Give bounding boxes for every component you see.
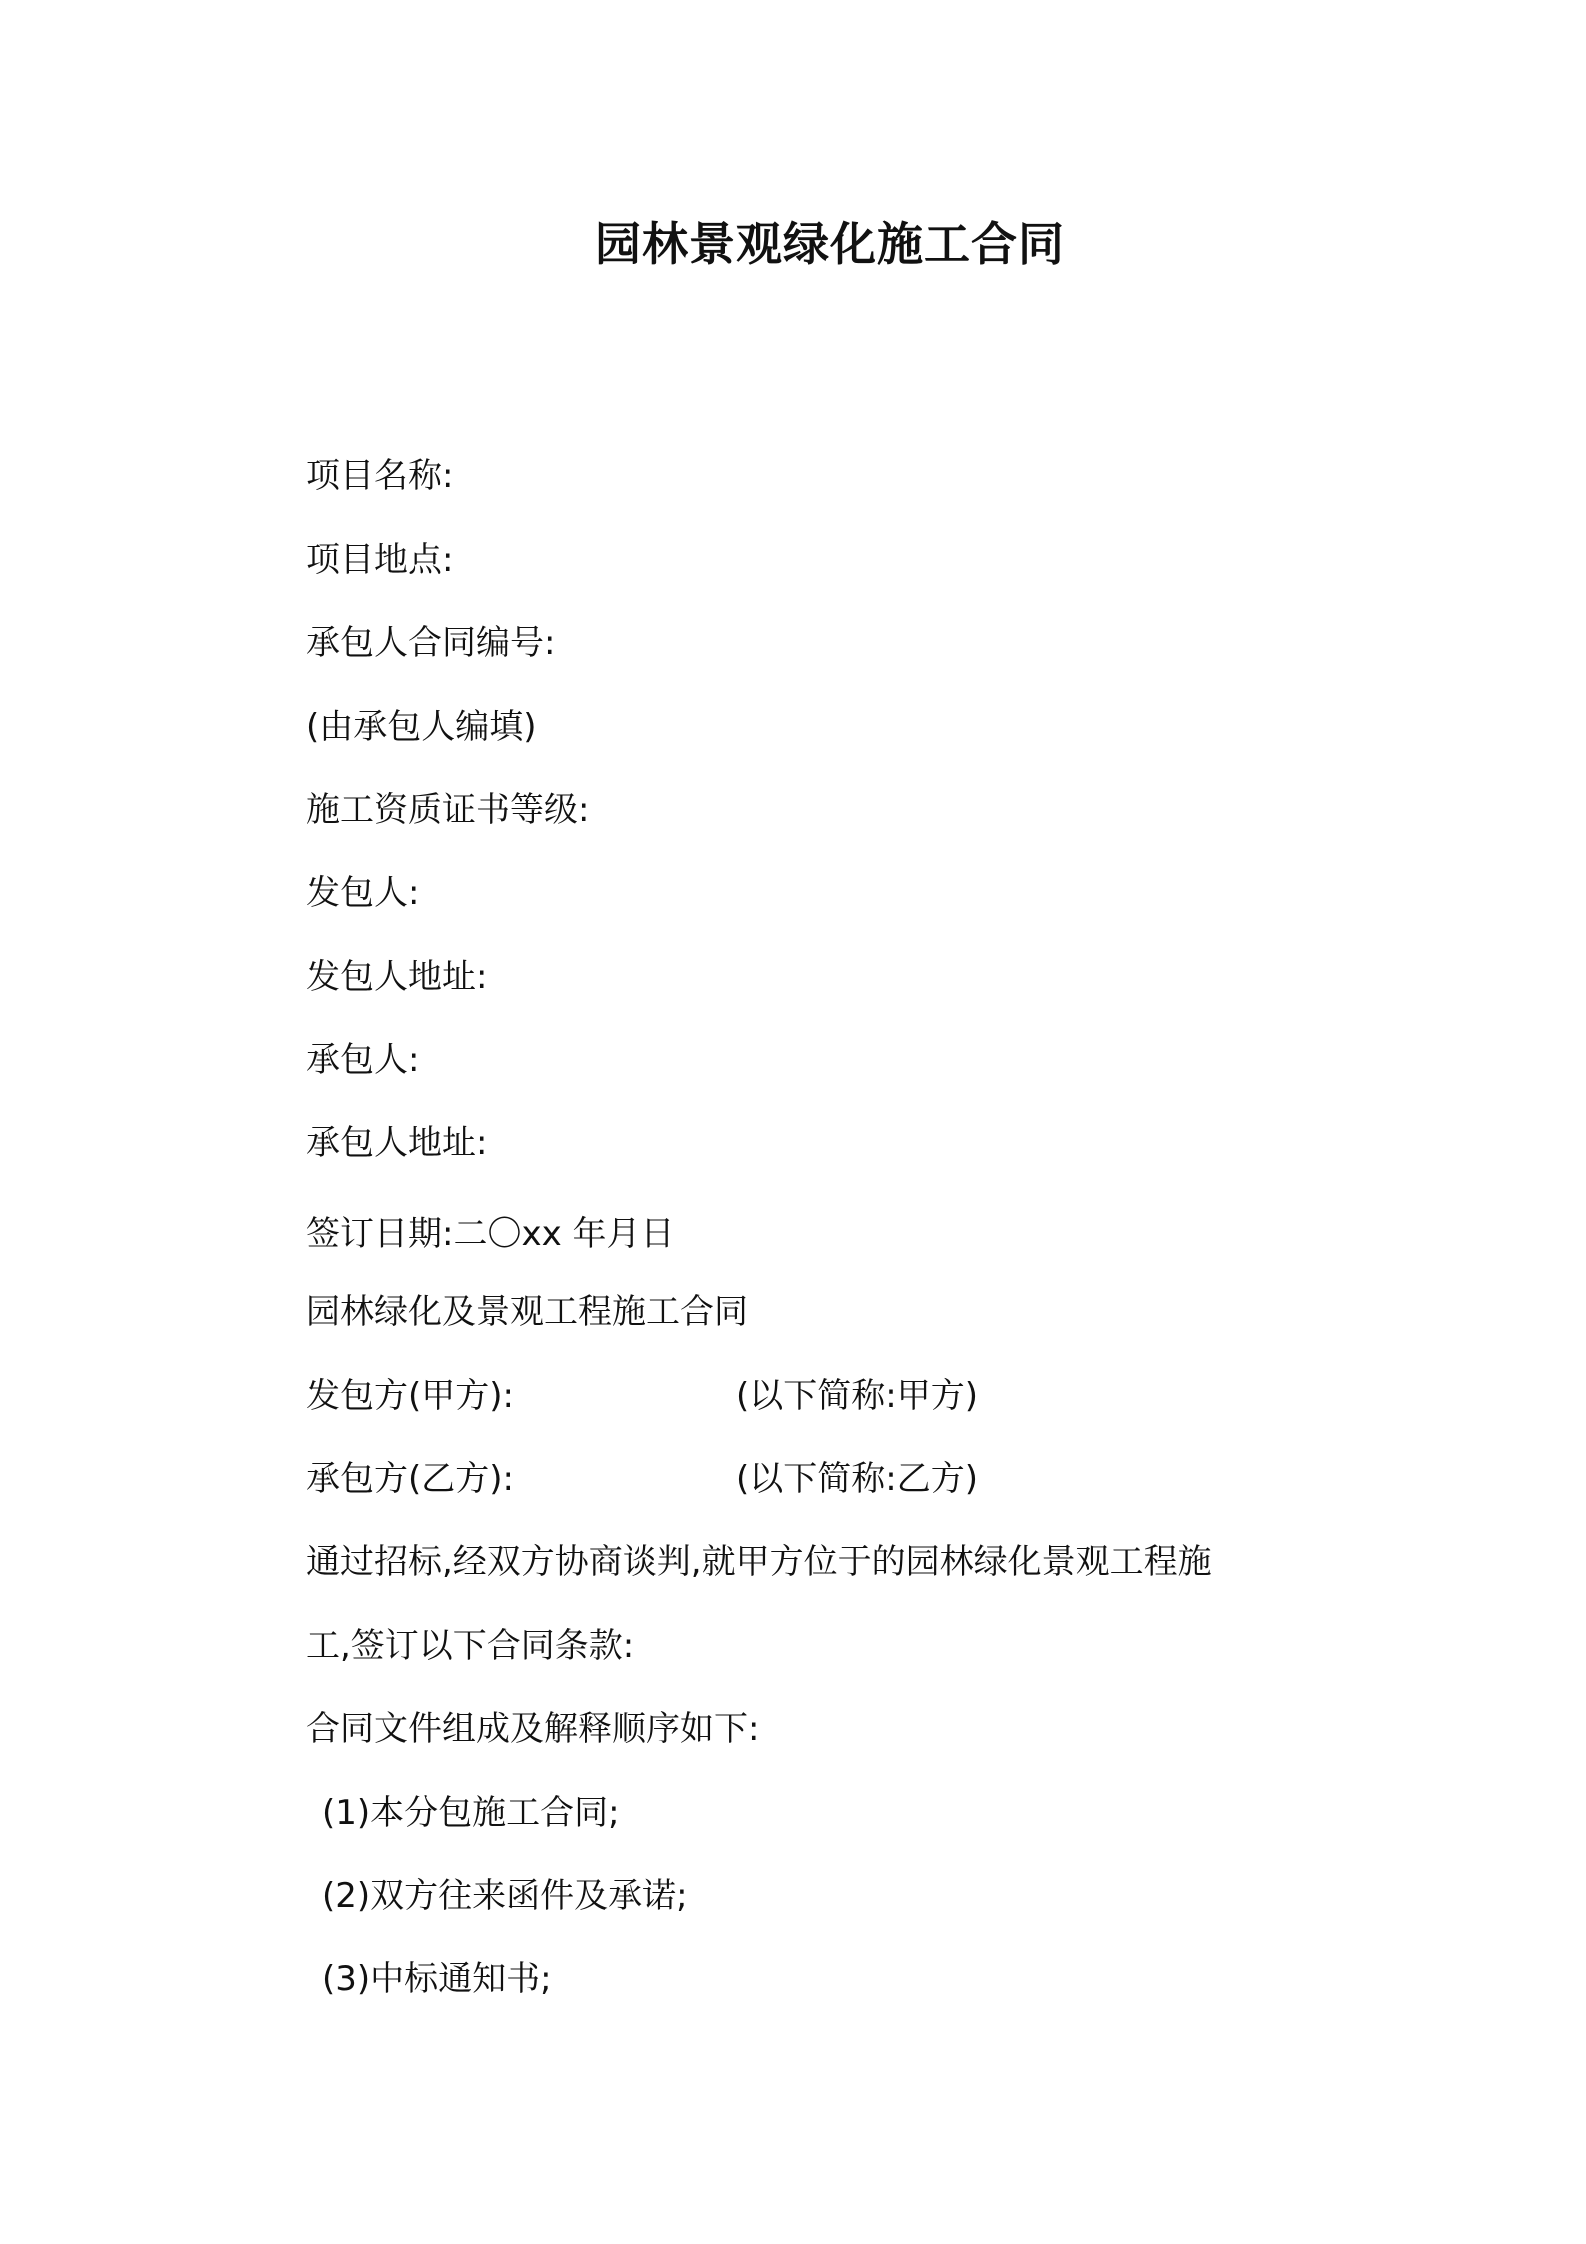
documents-list-item-1: (1)本分包施工合同;	[322, 1793, 620, 1833]
field-qualification-level: 施工资质证书等级:	[306, 790, 590, 830]
party-a-label: 发包方(甲方):	[306, 1376, 514, 1416]
party-b-label: 承包方(乙方):	[306, 1459, 514, 1499]
document-title: 园林景观绿化施工合同	[595, 217, 1065, 271]
field-project-name: 项目名称:	[306, 456, 454, 496]
documents-list-item-3: (3)中标通知书;	[322, 1959, 552, 1999]
intro-paragraph-line-1: 通过招标,经双方协商谈判,就甲方位于的园林绿化景观工程施	[306, 1542, 1212, 1582]
field-signing-date: 签订日期:二〇xx 年月日	[306, 1214, 675, 1254]
field-contractor-contract-number: 承包人合同编号:	[306, 623, 556, 663]
field-contractor-address: 承包人地址:	[306, 1123, 488, 1163]
intro-paragraph-line-2: 工,签订以下合同条款:	[306, 1626, 635, 1666]
field-employer-address: 发包人地址:	[306, 957, 488, 997]
field-project-location: 项目地点:	[306, 540, 454, 580]
party-a-note: (以下简称:甲方)	[736, 1376, 978, 1416]
field-employer: 发包人:	[306, 873, 420, 913]
documents-list-item-2: (2)双方往来函件及承诺;	[322, 1876, 688, 1916]
documents-heading: 合同文件组成及解释顺序如下:	[306, 1709, 760, 1749]
party-b-note: (以下简称:乙方)	[736, 1459, 978, 1499]
field-contractor: 承包人:	[306, 1040, 420, 1080]
contract-subtitle: 园林绿化及景观工程施工合同	[306, 1292, 748, 1332]
field-contractor-fill-note: (由承包人编填)	[306, 707, 537, 747]
